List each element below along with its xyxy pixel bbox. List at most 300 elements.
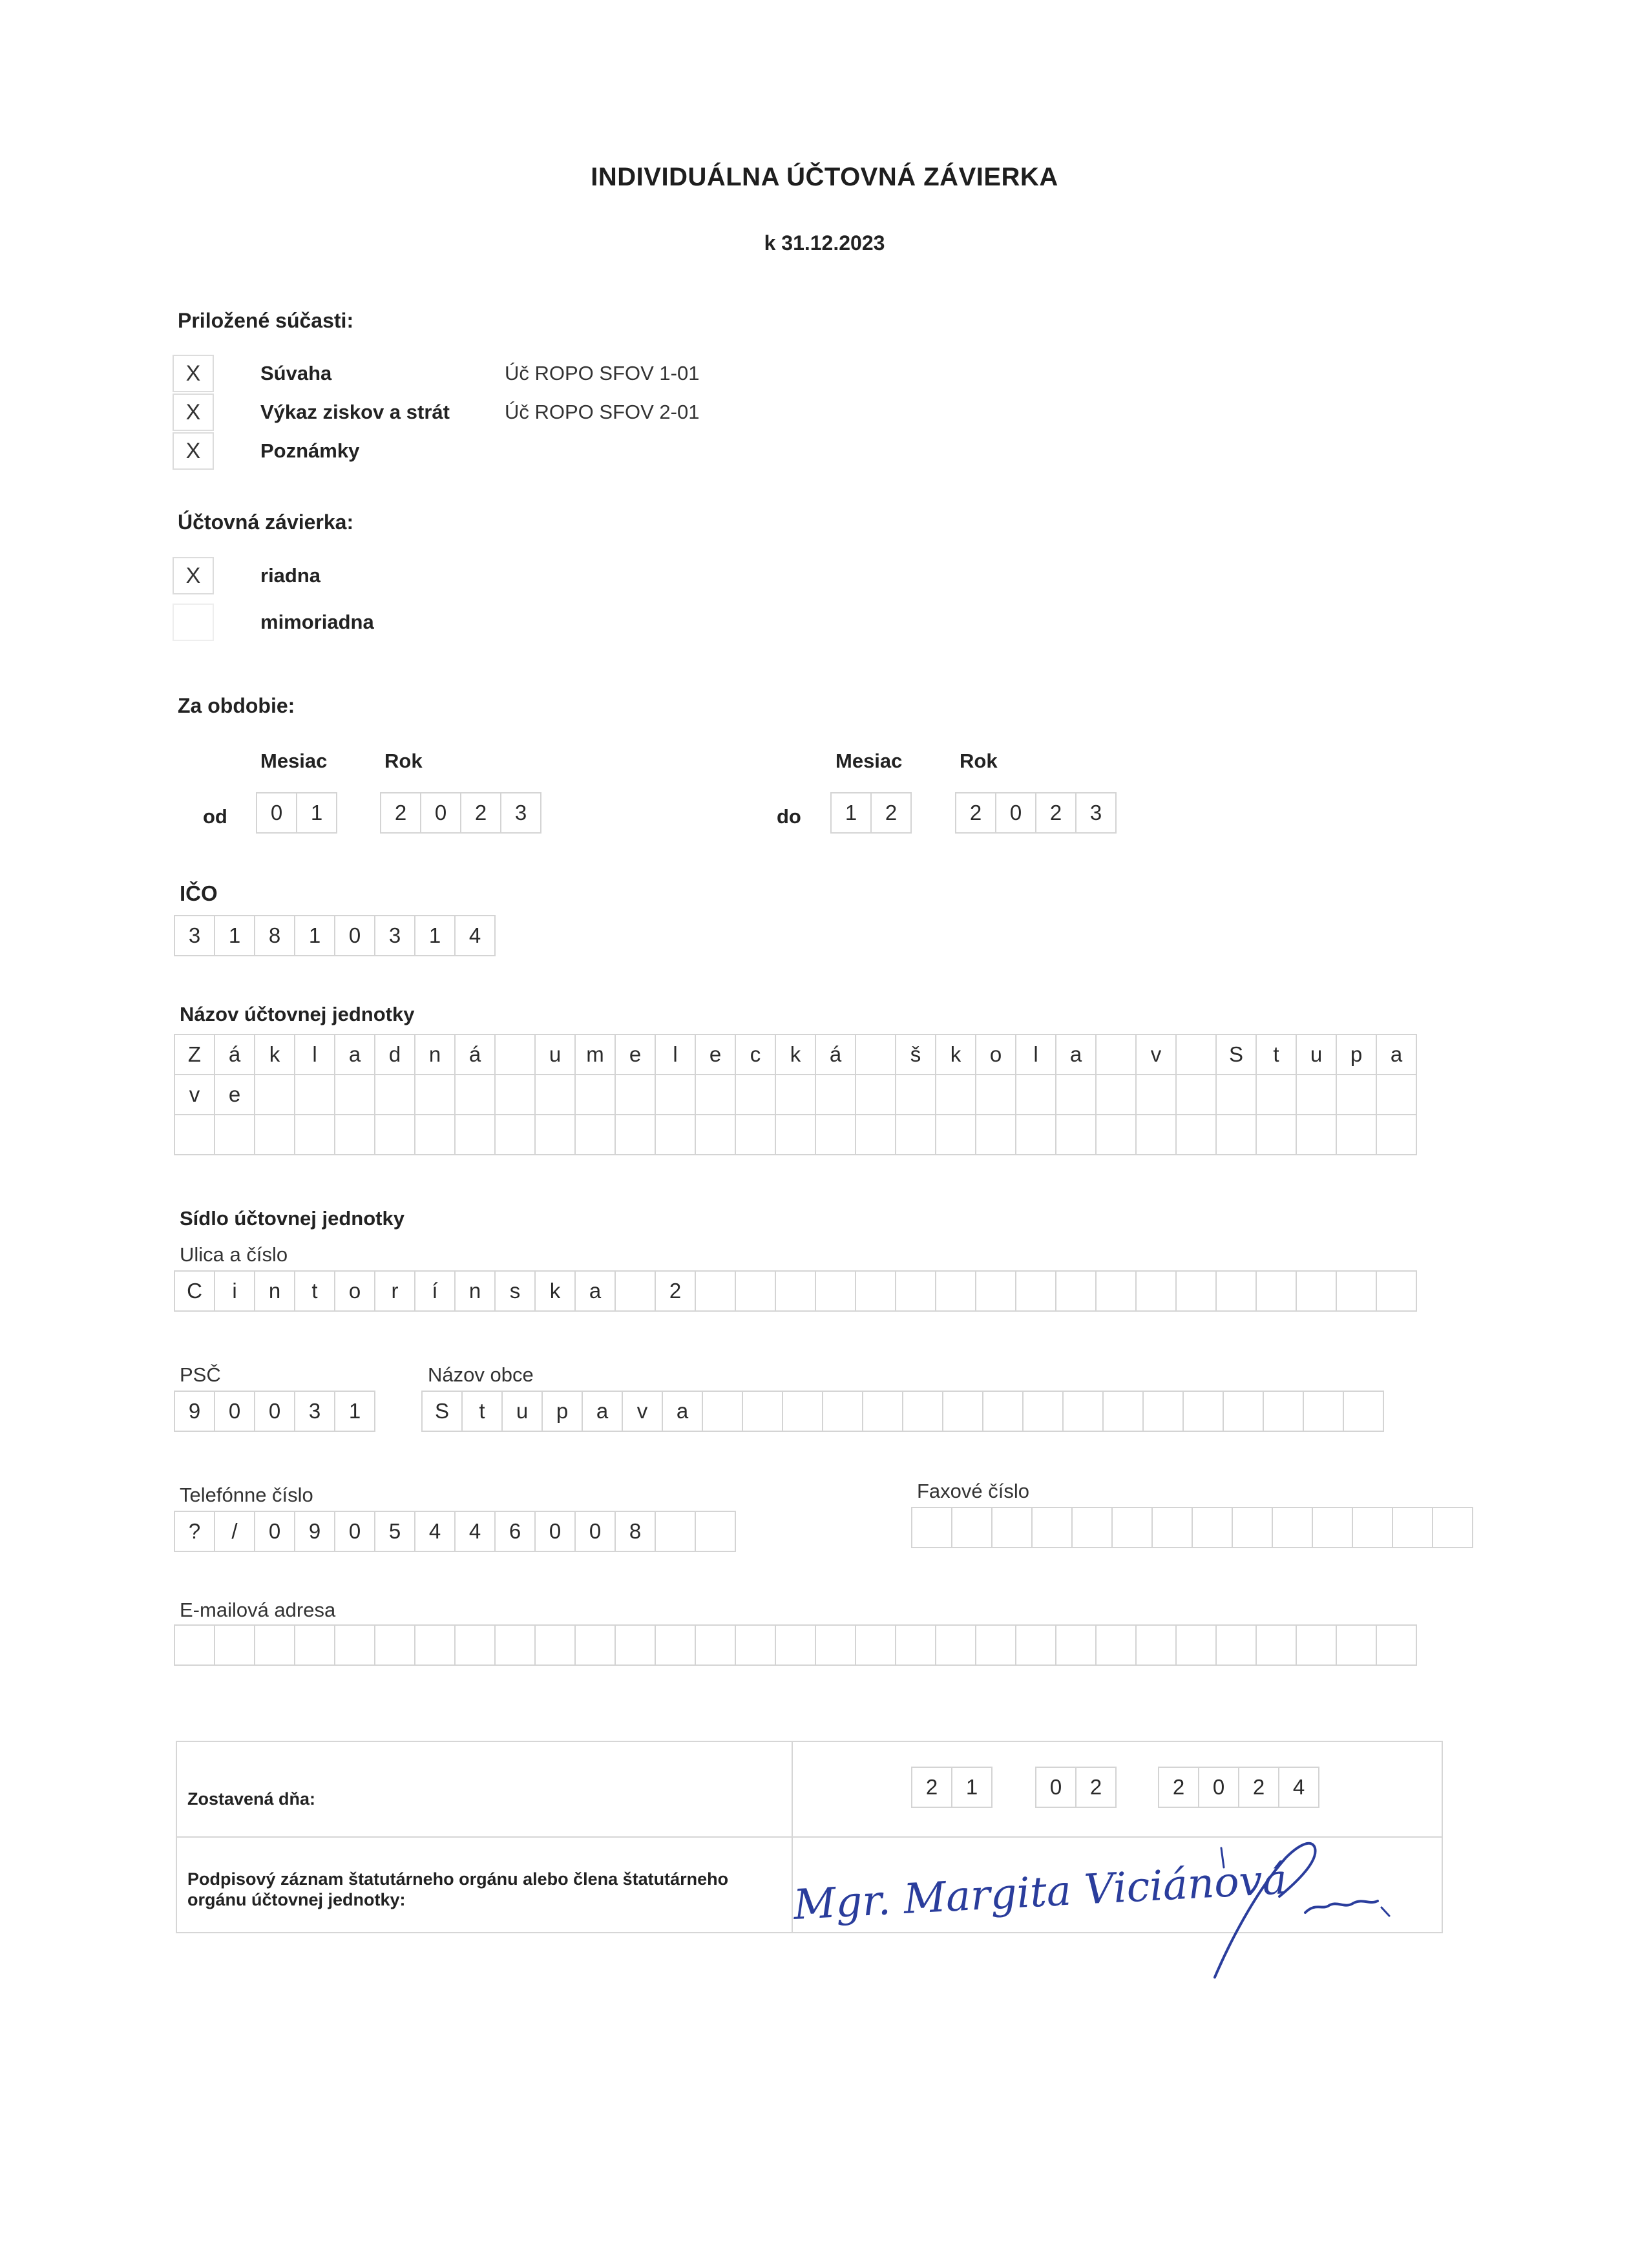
char-cell bbox=[1377, 1626, 1417, 1666]
street-label: Ulica a číslo bbox=[180, 1243, 288, 1266]
char-cell bbox=[295, 1626, 335, 1666]
digit-cell: 4 bbox=[456, 916, 496, 956]
fax-row bbox=[911, 1507, 1473, 1548]
char-cell: o bbox=[976, 1035, 1016, 1075]
digit-cell: 3 bbox=[175, 916, 215, 956]
char-cell: n bbox=[415, 1035, 456, 1075]
char-cell bbox=[215, 1115, 255, 1155]
digit-cell: 0 bbox=[255, 1392, 295, 1432]
char-cell bbox=[976, 1075, 1016, 1115]
char-cell bbox=[743, 1392, 783, 1432]
char-cell: á bbox=[215, 1035, 255, 1075]
digit-cell: 2 bbox=[956, 793, 996, 834]
char-cell: i bbox=[215, 1272, 255, 1312]
components-label: Priložené súčasti: bbox=[178, 309, 354, 332]
city-row bbox=[421, 1391, 1384, 1432]
char-cell bbox=[936, 1272, 976, 1312]
char-cell bbox=[536, 1115, 576, 1155]
from-month-label: Mesiac bbox=[260, 750, 328, 772]
char-cell bbox=[375, 1075, 415, 1115]
char-cell: l bbox=[295, 1035, 335, 1075]
component-code: Úč ROPO SFOV 1-01 bbox=[505, 362, 700, 384]
char-cell bbox=[896, 1075, 936, 1115]
char-cell bbox=[1217, 1075, 1257, 1115]
char-cell bbox=[1377, 1115, 1417, 1155]
email-field[interactable] bbox=[174, 1624, 1417, 1666]
char-cell bbox=[1097, 1272, 1137, 1312]
char-cell bbox=[656, 1115, 696, 1155]
char-cell bbox=[536, 1626, 576, 1666]
signature-name: Mgr. Margita Viciánová bbox=[792, 1856, 1288, 1929]
char-cell bbox=[696, 1075, 736, 1115]
char-cell bbox=[1177, 1626, 1217, 1666]
char-cell bbox=[976, 1115, 1016, 1155]
char-cell bbox=[616, 1272, 656, 1312]
digit-cell: 3 bbox=[375, 916, 415, 956]
char-cell bbox=[1113, 1508, 1153, 1548]
digit-cell: 1 bbox=[335, 1392, 375, 1432]
char-cell: u bbox=[503, 1392, 543, 1432]
char-cell bbox=[1337, 1115, 1377, 1155]
char-cell bbox=[1024, 1392, 1064, 1432]
checkbox-income-statement[interactable]: X bbox=[173, 394, 214, 431]
char-cell: 5 bbox=[375, 1512, 415, 1552]
char-cell bbox=[696, 1272, 736, 1312]
char-cell bbox=[1137, 1115, 1177, 1155]
city-label: Názov obce bbox=[428, 1363, 534, 1386]
char-cell: e bbox=[215, 1075, 255, 1115]
char-cell: 2 bbox=[656, 1272, 696, 1312]
phone-row bbox=[174, 1511, 736, 1552]
char-cell bbox=[696, 1512, 736, 1552]
char-cell: 0 bbox=[576, 1512, 616, 1552]
digit-cell: 1 bbox=[295, 916, 335, 956]
prepared-label: Zostavená dňa: bbox=[187, 1789, 316, 1809]
char-cell bbox=[736, 1626, 776, 1666]
char-cell: u bbox=[1297, 1035, 1337, 1075]
period-to-label: do bbox=[777, 805, 801, 828]
char-cell: a bbox=[583, 1392, 623, 1432]
entity-name-label: Názov účtovnej jednotky bbox=[180, 1003, 415, 1025]
char-cell bbox=[616, 1075, 656, 1115]
digit-cell: 9 bbox=[175, 1392, 215, 1432]
char-cell bbox=[1177, 1075, 1217, 1115]
char-cell bbox=[1056, 1115, 1097, 1155]
components-list bbox=[173, 354, 700, 470]
digit-cell: 0 bbox=[335, 916, 375, 956]
char-cell bbox=[1353, 1508, 1393, 1548]
char-cell bbox=[823, 1392, 863, 1432]
from-year-field[interactable] bbox=[380, 792, 541, 834]
char-cell bbox=[496, 1115, 536, 1155]
digit-cell: 2 bbox=[872, 793, 912, 834]
char-cell bbox=[295, 1115, 335, 1155]
char-cell bbox=[976, 1272, 1016, 1312]
char-cell bbox=[1056, 1272, 1097, 1312]
digit-cell: 1 bbox=[415, 916, 456, 956]
char-cell: u bbox=[536, 1035, 576, 1075]
digit-cell: 8 bbox=[255, 916, 295, 956]
char-cell bbox=[576, 1075, 616, 1115]
char-cell bbox=[1264, 1392, 1304, 1432]
digit-cell: 0 bbox=[1036, 1768, 1077, 1808]
char-cell bbox=[1193, 1508, 1233, 1548]
char-cell: m bbox=[576, 1035, 616, 1075]
char-cell bbox=[1257, 1626, 1297, 1666]
char-cell bbox=[1056, 1075, 1097, 1115]
char-cell bbox=[215, 1626, 255, 1666]
digit-cell: 3 bbox=[501, 793, 541, 834]
closing-option-regular bbox=[173, 557, 320, 594]
char-cell: Z bbox=[175, 1035, 215, 1075]
char-cell bbox=[255, 1626, 295, 1666]
char-cell bbox=[536, 1075, 576, 1115]
digit-cell: 0 bbox=[1199, 1768, 1239, 1808]
char-cell bbox=[1104, 1392, 1144, 1432]
to-year-label: Rok bbox=[960, 750, 998, 772]
char-cell bbox=[816, 1626, 856, 1666]
char-cell bbox=[1337, 1272, 1377, 1312]
char-cell: š bbox=[896, 1035, 936, 1075]
char-cell: 4 bbox=[456, 1512, 496, 1552]
char-cell bbox=[576, 1626, 616, 1666]
digit-cell: 2 bbox=[912, 1768, 952, 1808]
char-cell bbox=[776, 1272, 816, 1312]
char-cell: k bbox=[536, 1272, 576, 1312]
char-cell: a bbox=[1056, 1035, 1097, 1075]
char-cell bbox=[1304, 1392, 1344, 1432]
char-cell bbox=[1377, 1075, 1417, 1115]
closing-option-label: mimoriadna bbox=[260, 611, 374, 633]
char-cell: C bbox=[175, 1272, 215, 1312]
digit-cell: 3 bbox=[295, 1392, 335, 1432]
ico-label: IČO bbox=[180, 881, 218, 905]
component-row-balance-sheet bbox=[173, 354, 700, 393]
char-cell bbox=[776, 1626, 816, 1666]
char-cell bbox=[175, 1115, 215, 1155]
closing-type-label: Účtovná závierka: bbox=[178, 510, 354, 534]
char-cell bbox=[1016, 1272, 1056, 1312]
char-cell: d bbox=[375, 1035, 415, 1075]
entity-name-field[interactable] bbox=[174, 1034, 1417, 1155]
char-cell bbox=[896, 1626, 936, 1666]
char-cell: v bbox=[623, 1392, 663, 1432]
char-cell bbox=[375, 1626, 415, 1666]
char-cell bbox=[903, 1392, 943, 1432]
checkbox-extraordinary[interactable] bbox=[173, 604, 214, 641]
digit-cell: 1 bbox=[832, 793, 872, 834]
char-cell bbox=[816, 1075, 856, 1115]
char-cell: n bbox=[255, 1272, 295, 1312]
char-cell: e bbox=[696, 1035, 736, 1075]
char-cell bbox=[776, 1075, 816, 1115]
char-cell: 6 bbox=[496, 1512, 536, 1552]
char-cell bbox=[976, 1626, 1016, 1666]
char-cell bbox=[776, 1115, 816, 1155]
char-cell bbox=[856, 1115, 896, 1155]
char-cell bbox=[816, 1272, 856, 1312]
char-cell bbox=[1393, 1508, 1433, 1548]
char-cell: l bbox=[656, 1035, 696, 1075]
period-from-label: od bbox=[203, 805, 227, 828]
document-title: INDIVIDUÁLNA ÚČTOVNÁ ZÁVIERKA bbox=[591, 163, 1058, 191]
digit-cell: 4 bbox=[1279, 1768, 1319, 1808]
prepared-year-field[interactable] bbox=[1158, 1767, 1319, 1808]
char-cell bbox=[856, 1272, 896, 1312]
char-cell bbox=[863, 1392, 903, 1432]
checkbox-notes[interactable]: X bbox=[173, 432, 214, 470]
char-cell: 8 bbox=[616, 1512, 656, 1552]
char-cell: n bbox=[456, 1272, 496, 1312]
char-cell bbox=[1097, 1035, 1137, 1075]
char-cell bbox=[1297, 1626, 1337, 1666]
digit-cell: 0 bbox=[257, 793, 297, 834]
char-cell bbox=[656, 1075, 696, 1115]
char-cell bbox=[1137, 1626, 1177, 1666]
char-cell bbox=[1177, 1115, 1217, 1155]
char-cell bbox=[943, 1392, 983, 1432]
char-cell bbox=[896, 1272, 936, 1312]
digit-cell: 2 bbox=[1239, 1768, 1279, 1808]
period-label: Za obdobie: bbox=[178, 694, 295, 717]
char-cell bbox=[952, 1508, 993, 1548]
char-cell bbox=[415, 1075, 456, 1115]
prepared-label-cell bbox=[176, 1741, 793, 1838]
closing-option-extraordinary bbox=[173, 604, 374, 641]
char-cell bbox=[375, 1115, 415, 1155]
email-label: E-mailová adresa bbox=[180, 1599, 336, 1621]
char-cell bbox=[456, 1075, 496, 1115]
char-cell bbox=[736, 1272, 776, 1312]
char-cell: a bbox=[663, 1392, 703, 1432]
checkbox-regular[interactable]: X bbox=[173, 557, 214, 594]
char-cell: 4 bbox=[415, 1512, 456, 1552]
char-cell bbox=[1257, 1075, 1297, 1115]
char-cell bbox=[175, 1626, 215, 1666]
char-cell bbox=[496, 1075, 536, 1115]
char-cell bbox=[856, 1075, 896, 1115]
signature-scribble bbox=[1202, 1822, 1434, 1990]
address-label: Sídlo účtovnej jednotky bbox=[180, 1207, 404, 1230]
char-cell bbox=[1297, 1075, 1337, 1115]
char-cell bbox=[1344, 1392, 1384, 1432]
char-cell: k bbox=[255, 1035, 295, 1075]
char-cell: í bbox=[415, 1272, 456, 1312]
char-cell bbox=[1377, 1272, 1417, 1312]
char-cell bbox=[1016, 1115, 1056, 1155]
char-cell bbox=[696, 1626, 736, 1666]
component-row-income-statement bbox=[173, 393, 700, 432]
char-cell: v bbox=[1137, 1035, 1177, 1075]
char-cell: o bbox=[335, 1272, 375, 1312]
char-cell: S bbox=[423, 1392, 463, 1432]
char-cell bbox=[1064, 1392, 1104, 1432]
prepared-month-field[interactable] bbox=[1035, 1767, 1117, 1808]
char-cell: p bbox=[543, 1392, 583, 1432]
char-cell bbox=[1337, 1626, 1377, 1666]
digit-cell: 0 bbox=[996, 793, 1036, 834]
char-cell bbox=[1184, 1392, 1224, 1432]
char-cell bbox=[456, 1115, 496, 1155]
char-cell bbox=[415, 1626, 456, 1666]
char-cell bbox=[816, 1115, 856, 1155]
checkbox-balance-sheet[interactable]: X bbox=[173, 355, 214, 392]
char-cell: a bbox=[1377, 1035, 1417, 1075]
to-month-label: Mesiac bbox=[835, 750, 903, 772]
char-cell bbox=[1217, 1272, 1257, 1312]
digit-cell: 2 bbox=[1036, 793, 1077, 834]
char-cell: 0 bbox=[536, 1512, 576, 1552]
char-cell: t bbox=[295, 1272, 335, 1312]
char-cell bbox=[1097, 1115, 1137, 1155]
char-cell: 0 bbox=[255, 1512, 295, 1552]
char-cell bbox=[1033, 1508, 1073, 1548]
char-cell bbox=[736, 1115, 776, 1155]
char-cell bbox=[576, 1115, 616, 1155]
char-cell bbox=[1337, 1075, 1377, 1115]
char-cell bbox=[1073, 1508, 1113, 1548]
digit-cell: 1 bbox=[952, 1768, 993, 1808]
digit-cell: 1 bbox=[215, 916, 255, 956]
char-cell bbox=[415, 1115, 456, 1155]
char-cell bbox=[255, 1115, 295, 1155]
char-cell bbox=[993, 1508, 1033, 1548]
char-cell bbox=[616, 1115, 656, 1155]
char-cell: s bbox=[496, 1272, 536, 1312]
zip-label: PSČ bbox=[180, 1363, 221, 1386]
char-cell: k bbox=[936, 1035, 976, 1075]
digit-cell: 1 bbox=[297, 793, 337, 834]
char-cell bbox=[656, 1512, 696, 1552]
char-cell bbox=[1097, 1075, 1137, 1115]
char-cell bbox=[696, 1115, 736, 1155]
digit-cell: 2 bbox=[381, 793, 421, 834]
char-cell bbox=[1224, 1392, 1264, 1432]
char-cell bbox=[783, 1392, 823, 1432]
component-row-notes bbox=[173, 432, 360, 470]
closing-option-label: riadna bbox=[260, 564, 321, 587]
char-cell bbox=[896, 1115, 936, 1155]
char-cell: S bbox=[1217, 1035, 1257, 1075]
char-cell: á bbox=[456, 1035, 496, 1075]
entity-name-row-1 bbox=[174, 1034, 1417, 1075]
entity-name-row-2 bbox=[174, 1075, 1417, 1115]
char-cell bbox=[1056, 1626, 1097, 1666]
char-cell bbox=[1217, 1115, 1257, 1155]
char-cell: e bbox=[616, 1035, 656, 1075]
email-row bbox=[174, 1624, 1417, 1666]
char-cell bbox=[936, 1626, 976, 1666]
char-cell bbox=[983, 1392, 1024, 1432]
phone-field[interactable] bbox=[174, 1511, 736, 1552]
component-name: Súvaha bbox=[260, 362, 332, 384]
to-year-field[interactable] bbox=[955, 792, 1117, 834]
char-cell bbox=[912, 1508, 952, 1548]
char-cell bbox=[616, 1626, 656, 1666]
from-year-label: Rok bbox=[384, 750, 423, 772]
char-cell bbox=[295, 1075, 335, 1115]
char-cell: á bbox=[816, 1035, 856, 1075]
char-cell bbox=[1233, 1508, 1273, 1548]
component-name: Výkaz ziskov a strát bbox=[260, 401, 450, 423]
char-cell: v bbox=[175, 1075, 215, 1115]
char-cell bbox=[856, 1626, 896, 1666]
char-cell bbox=[1016, 1626, 1056, 1666]
char-cell bbox=[703, 1392, 743, 1432]
char-cell bbox=[736, 1075, 776, 1115]
char-cell: p bbox=[1337, 1035, 1377, 1075]
char-cell bbox=[936, 1075, 976, 1115]
char-cell: k bbox=[776, 1035, 816, 1075]
zip-field[interactable] bbox=[174, 1391, 375, 1432]
char-cell: t bbox=[463, 1392, 503, 1432]
char-cell: 0 bbox=[335, 1512, 375, 1552]
char-cell bbox=[1257, 1115, 1297, 1155]
char-cell bbox=[335, 1626, 375, 1666]
char-cell: r bbox=[375, 1272, 415, 1312]
from-month-field[interactable] bbox=[256, 792, 337, 834]
char-cell bbox=[1313, 1508, 1353, 1548]
char-cell bbox=[1137, 1075, 1177, 1115]
char-cell bbox=[1433, 1508, 1473, 1548]
char-cell bbox=[496, 1626, 536, 1666]
char-cell bbox=[496, 1035, 536, 1075]
char-cell bbox=[1297, 1272, 1337, 1312]
phone-label: Telefónne číslo bbox=[180, 1484, 313, 1506]
char-cell: / bbox=[215, 1512, 255, 1552]
char-cell bbox=[656, 1626, 696, 1666]
char-cell bbox=[1297, 1115, 1337, 1155]
char-cell: c bbox=[736, 1035, 776, 1075]
char-cell bbox=[1137, 1272, 1177, 1312]
digit-cell: 2 bbox=[1159, 1768, 1199, 1808]
char-cell bbox=[1217, 1626, 1257, 1666]
char-cell bbox=[1153, 1508, 1193, 1548]
char-cell: a bbox=[576, 1272, 616, 1312]
char-cell: t bbox=[1257, 1035, 1297, 1075]
char-cell bbox=[1273, 1508, 1313, 1548]
digit-cell: 0 bbox=[421, 793, 461, 834]
char-cell bbox=[1257, 1272, 1297, 1312]
char-cell: 9 bbox=[295, 1512, 335, 1552]
digit-cell: 3 bbox=[1077, 793, 1117, 834]
to-month-field[interactable] bbox=[830, 792, 912, 834]
char-cell bbox=[1097, 1626, 1137, 1666]
char-cell bbox=[1177, 1272, 1217, 1312]
char-cell: a bbox=[335, 1035, 375, 1075]
char-cell bbox=[335, 1115, 375, 1155]
char-cell bbox=[936, 1115, 976, 1155]
street-field[interactable] bbox=[174, 1270, 1417, 1312]
signature-label-cell bbox=[176, 1836, 793, 1933]
ico-field[interactable] bbox=[174, 915, 496, 956]
char-cell: l bbox=[1016, 1035, 1056, 1075]
digit-cell: 0 bbox=[215, 1392, 255, 1432]
component-code: Úč ROPO SFOV 2-01 bbox=[505, 401, 700, 423]
char-cell bbox=[335, 1075, 375, 1115]
document-date: k 31.12.2023 bbox=[764, 231, 885, 255]
fax-field[interactable] bbox=[911, 1507, 1473, 1548]
fax-label: Faxové číslo bbox=[917, 1480, 1030, 1502]
char-cell: ? bbox=[175, 1512, 215, 1552]
char-cell bbox=[456, 1626, 496, 1666]
signature-label: Podpisový záznam štatutárneho orgánu alebo člena štatutárneho orgánu účtovnej jednotky: bbox=[187, 1869, 729, 1909]
prepared-day-field[interactable] bbox=[911, 1767, 993, 1808]
digit-cell: 2 bbox=[1077, 1768, 1117, 1808]
char-cell bbox=[856, 1035, 896, 1075]
city-field[interactable] bbox=[421, 1391, 1384, 1432]
char-cell bbox=[255, 1075, 295, 1115]
